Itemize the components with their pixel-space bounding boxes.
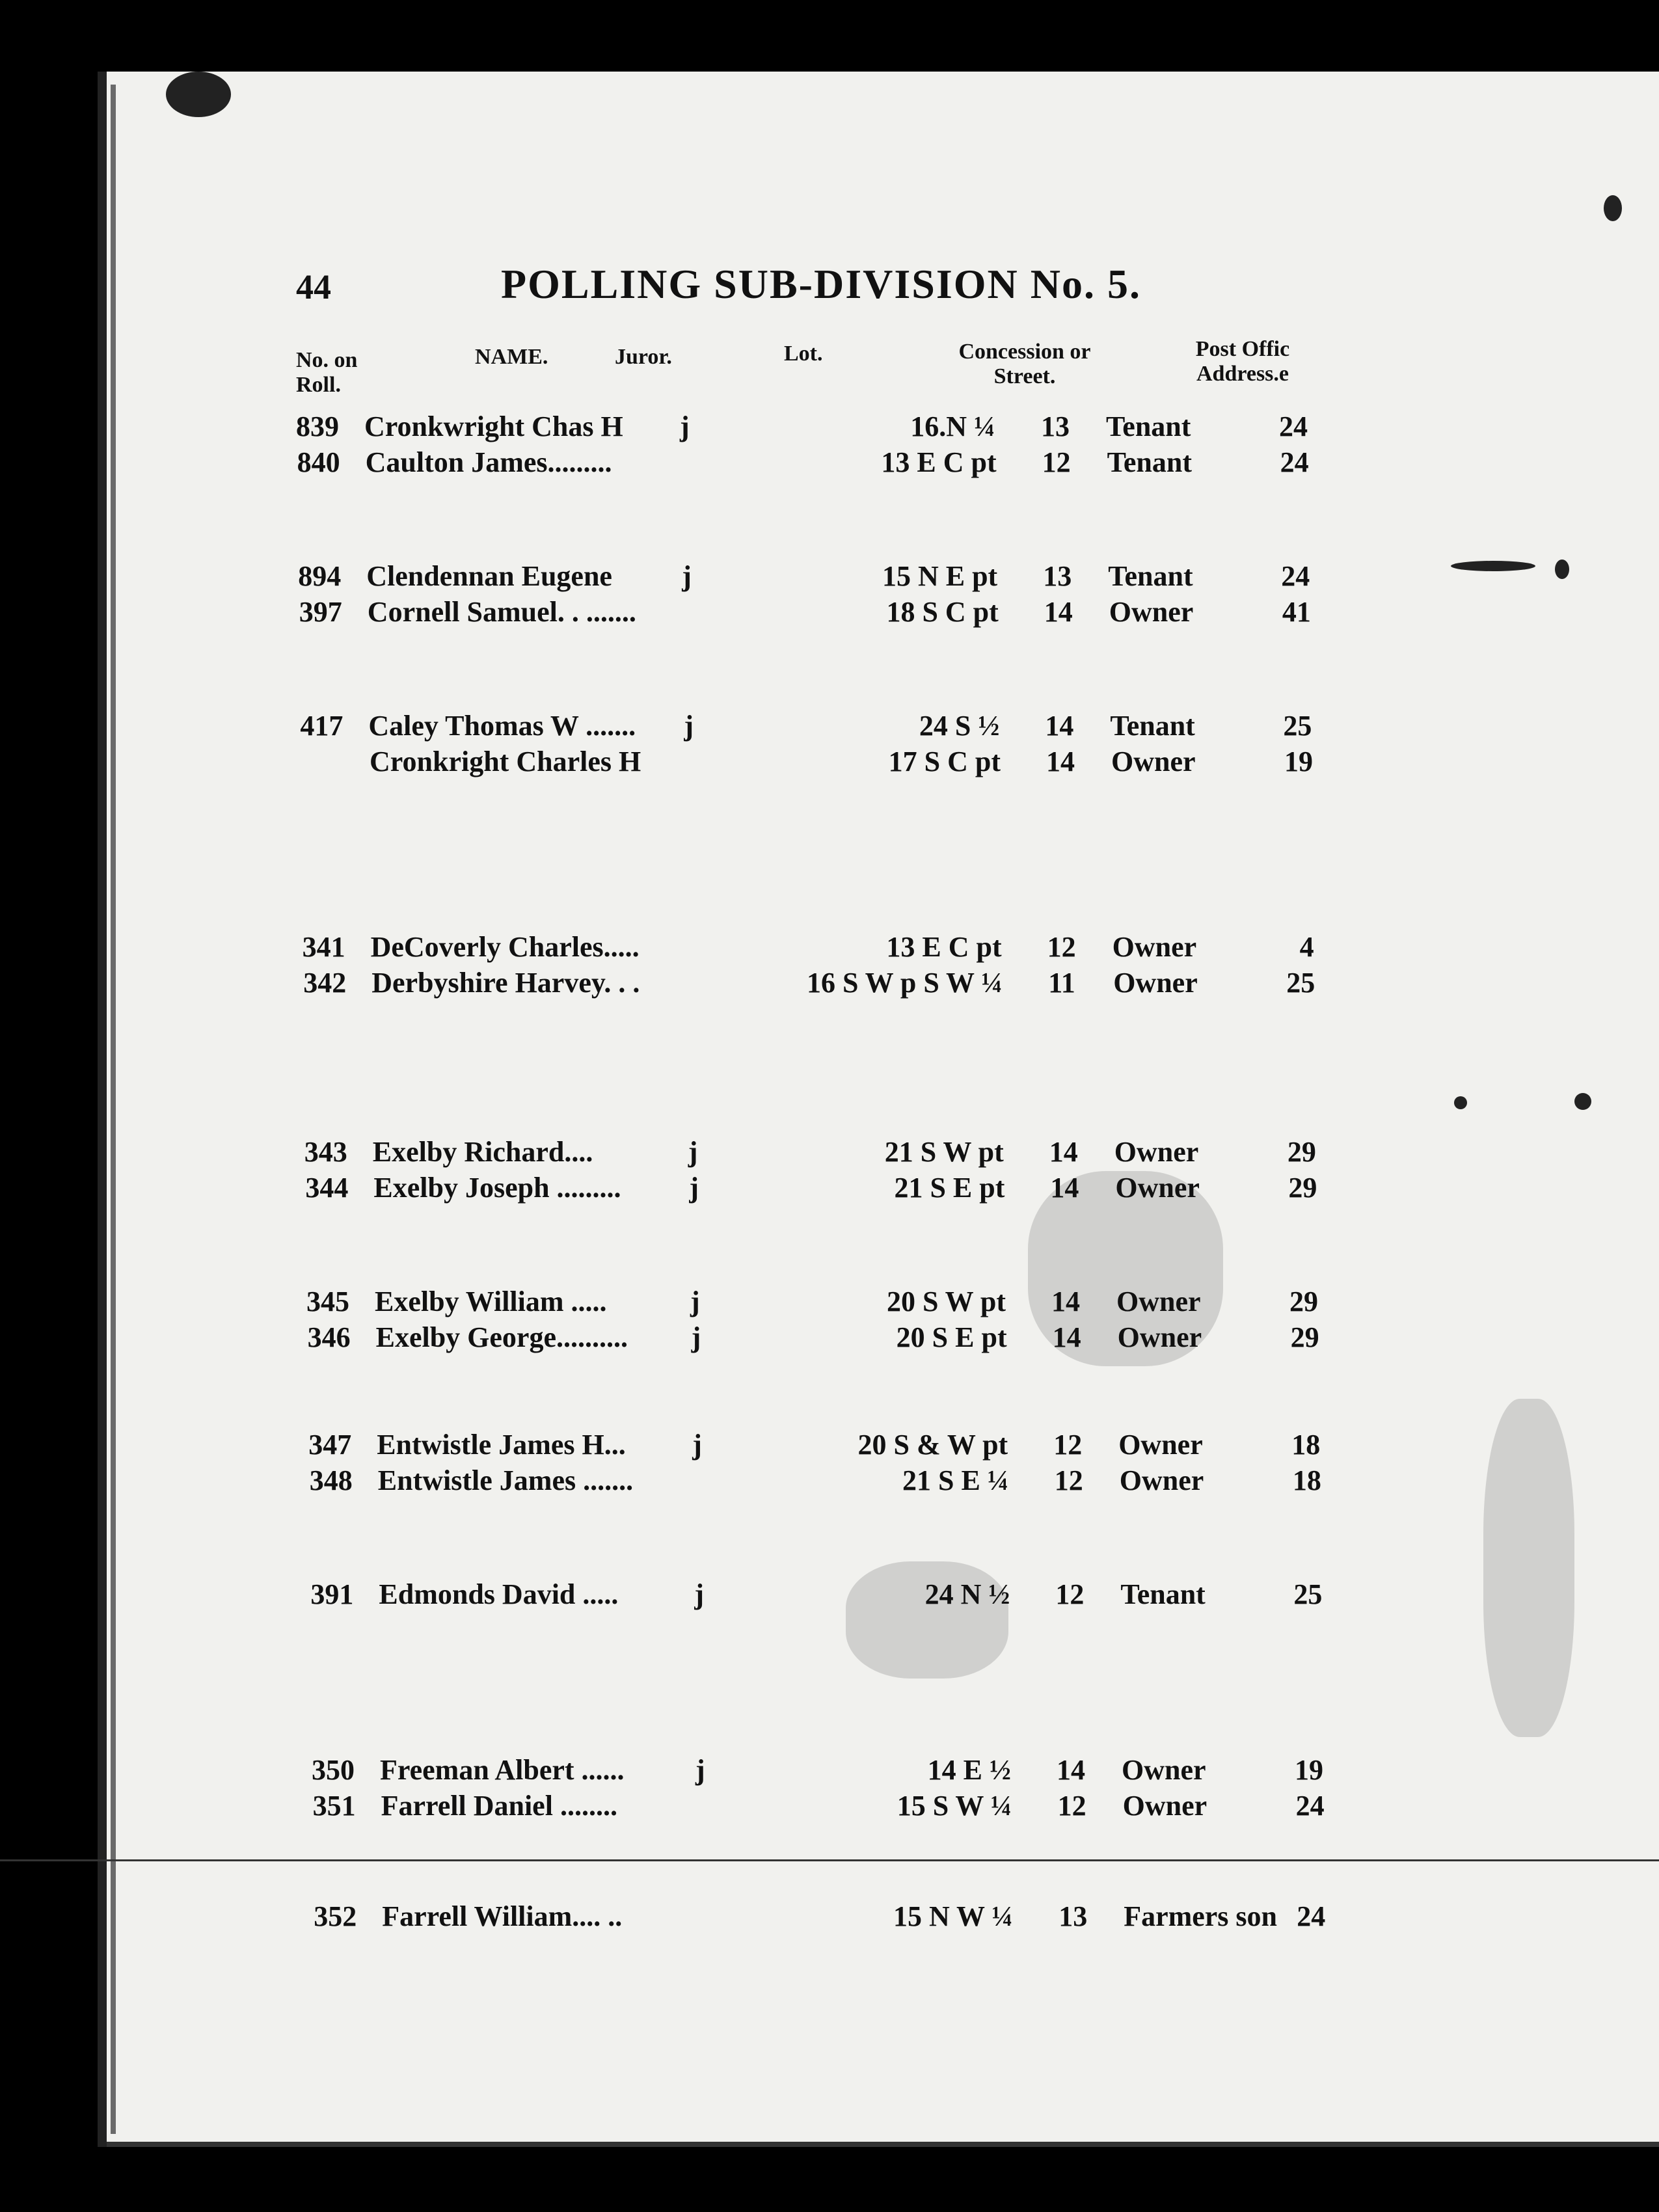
roll-number: 839: [296, 411, 339, 442]
table-row: [0, 595, 1659, 629]
lot: 16.N ¼: [910, 411, 995, 442]
page-title: POLLING SUB-DIVISION No. 5.: [501, 261, 1141, 307]
table-row: [0, 745, 1659, 779]
table-row: [0, 1428, 1659, 1462]
lot: 17 S C pt: [888, 746, 1001, 777]
voter-name: Caley Thomas W .......: [368, 710, 636, 742]
concession: 11: [1048, 967, 1075, 999]
post-office: 29: [1288, 1172, 1317, 1204]
post-office: 4: [1299, 931, 1314, 963]
concession: 14: [1045, 710, 1074, 742]
lot: 16 S W p S W ¼: [806, 967, 1003, 999]
table-row: [0, 410, 1659, 444]
voter-name: Freeman Albert ......: [380, 1754, 625, 1786]
table-row: [0, 446, 1659, 479]
roll-number: 341: [302, 931, 345, 963]
roll-number: 343: [304, 1136, 347, 1168]
status: Owner: [1116, 1286, 1201, 1317]
table-row: [0, 1135, 1659, 1169]
roll-number: 342: [303, 967, 347, 999]
voter-name: Farrell William.... ..: [382, 1900, 623, 1932]
status: Farmers son: [1124, 1900, 1278, 1932]
status: Tenant: [1106, 411, 1191, 442]
post-office: 25: [1283, 710, 1312, 742]
voter-name: Caulton James.........: [365, 446, 612, 478]
voter-name: Cornell Samuel. . .......: [367, 596, 636, 628]
lot: 20 S & W pt: [857, 1429, 1008, 1461]
concession: 13: [1043, 560, 1072, 592]
juror-mark: j: [689, 1172, 699, 1204]
ink-speck: [1604, 195, 1622, 221]
status: Owner: [1118, 1429, 1203, 1461]
post-office: 24: [1279, 411, 1308, 442]
post-office: 41: [1282, 596, 1311, 628]
juror-mark: j: [684, 710, 694, 742]
voter-name: Derbyshire Harvey. . .: [371, 967, 640, 999]
lot: 20 S W pt: [886, 1286, 1006, 1317]
status: Owner: [1117, 1321, 1202, 1353]
voter-name: Entwistle James .......: [377, 1464, 634, 1496]
juror-mark: j: [694, 1578, 705, 1610]
lot: 21 S E pt: [894, 1172, 1005, 1204]
lot: 13 E C pt: [886, 931, 1002, 963]
status: Owner: [1111, 746, 1196, 777]
table-row: [0, 1321, 1659, 1355]
page-number: 44: [296, 267, 331, 306]
status: Owner: [1114, 1136, 1199, 1168]
lot: 24 N ½: [924, 1578, 1010, 1610]
status: Owner: [1115, 1172, 1200, 1204]
post-office: 29: [1290, 1321, 1319, 1353]
juror-mark: j: [695, 1754, 705, 1786]
lot: 18 S C pt: [886, 596, 999, 628]
status: Owner: [1119, 1464, 1204, 1496]
table-row: [0, 709, 1659, 743]
table-row: [0, 1285, 1659, 1319]
lot: 15 N E pt: [882, 560, 998, 592]
voter-name: Clendennan Eugene: [366, 560, 612, 592]
roll-number: 348: [309, 1464, 353, 1496]
roll-number: 417: [300, 710, 344, 742]
table-row: [0, 1578, 1659, 1612]
roll-number: 345: [306, 1286, 349, 1317]
juror-mark: j: [682, 560, 692, 592]
concession: 14: [1046, 746, 1075, 777]
concession: 12: [1055, 1578, 1085, 1610]
voter-name: Cronkright Charles H: [370, 746, 641, 777]
post-office: 24: [1297, 1900, 1326, 1932]
ink-speck: [1574, 1093, 1591, 1110]
concession: 14: [1049, 1136, 1078, 1168]
concession: 12: [1042, 446, 1071, 478]
roll-number: 391: [310, 1578, 354, 1610]
juror-mark: j: [690, 1286, 700, 1317]
status: Tenant: [1110, 710, 1195, 742]
table-row: [0, 930, 1659, 964]
table-row: [0, 1900, 1659, 1934]
concession: 13: [1059, 1900, 1088, 1932]
status: Owner: [1122, 1790, 1207, 1822]
ink-blot: [166, 72, 231, 117]
status: Tenant: [1108, 560, 1193, 592]
status: Tenant: [1107, 446, 1193, 478]
page-edge: [111, 85, 116, 2134]
post-office: 24: [1281, 560, 1310, 592]
status: Owner: [1113, 967, 1198, 999]
post-office: 19: [1284, 746, 1313, 777]
roll-number: 350: [312, 1754, 355, 1786]
ink-speck: [1454, 1096, 1467, 1109]
concession: 12: [1053, 1429, 1083, 1461]
table-row: [0, 1171, 1659, 1205]
lot: 20 S E pt: [896, 1321, 1007, 1353]
status: Owner: [1109, 596, 1194, 628]
table-row: [0, 1753, 1659, 1787]
post-office: 25: [1293, 1578, 1323, 1610]
concession: 12: [1054, 1464, 1083, 1496]
roll-number: 352: [314, 1900, 357, 1932]
voter-name: Exelby Richard....: [372, 1136, 593, 1168]
concession: 14: [1052, 1321, 1081, 1353]
lot: 21 S W pt: [884, 1136, 1004, 1168]
voter-name: Edmonds David .....: [379, 1578, 619, 1610]
roll-number: 346: [307, 1321, 351, 1353]
horizontal-rule: [0, 1859, 1659, 1861]
post-office: 25: [1286, 967, 1315, 999]
concession: 14: [1051, 1286, 1080, 1317]
post-office: 18: [1291, 1429, 1321, 1461]
status: Tenant: [1120, 1578, 1206, 1610]
concession: 12: [1047, 931, 1076, 963]
post-office: 19: [1295, 1754, 1323, 1786]
table-row: [0, 966, 1659, 1000]
lot: 15 S W ¼: [897, 1790, 1012, 1822]
voter-name: Exelby George..........: [375, 1321, 628, 1353]
voter-name: Exelby William .....: [375, 1286, 607, 1317]
juror-mark: j: [688, 1136, 698, 1168]
header-juror: Juror.: [615, 345, 672, 369]
post-office: 18: [1292, 1464, 1321, 1496]
post-office: 29: [1289, 1286, 1318, 1317]
roll-number: 351: [312, 1790, 356, 1822]
header-post-office: Post Offic Address.e: [1195, 337, 1290, 386]
voter-name: Entwistle James H...: [377, 1429, 626, 1461]
header-concession: Concession or Street.: [958, 340, 1091, 388]
lot: 13 E C pt: [881, 446, 997, 478]
juror-mark: j: [691, 1321, 701, 1353]
voter-name: Farrell Daniel ........: [381, 1790, 617, 1822]
header-roll: No. on Roll.: [296, 348, 358, 397]
table-row: [0, 560, 1659, 593]
juror-mark: j: [692, 1429, 702, 1461]
status: Owner: [1112, 931, 1197, 963]
lot: 15 N W ¼: [893, 1900, 1014, 1932]
voter-name: Exelby Joseph .........: [373, 1172, 621, 1204]
table-row: [0, 1789, 1659, 1823]
post-office: 24: [1280, 446, 1309, 478]
lot: 24 S ½: [919, 710, 1000, 742]
lot: 21 S E ¼: [902, 1464, 1009, 1496]
post-office: 24: [1295, 1790, 1325, 1822]
voter-name: Cronkwright Chas H: [364, 411, 623, 442]
lot: 14 E ½: [927, 1754, 1011, 1786]
concession: 12: [1057, 1790, 1086, 1822]
roll-number: 397: [299, 596, 342, 628]
concession: 14: [1057, 1754, 1085, 1786]
juror-mark: j: [680, 411, 690, 442]
voter-name: DeCoverly Charles.....: [370, 931, 640, 963]
status: Owner: [1122, 1754, 1206, 1786]
header-lot: Lot.: [784, 342, 823, 366]
roll-number: 894: [298, 560, 342, 592]
roll-number: 840: [297, 446, 340, 478]
table-row: [0, 1464, 1659, 1498]
concession: 13: [1041, 411, 1070, 442]
post-office: 29: [1287, 1136, 1316, 1168]
roll-number: 344: [305, 1172, 349, 1204]
concession: 14: [1050, 1172, 1079, 1204]
roll-number: 347: [308, 1429, 352, 1461]
concession: 14: [1044, 596, 1073, 628]
header-name: NAME.: [475, 345, 548, 369]
